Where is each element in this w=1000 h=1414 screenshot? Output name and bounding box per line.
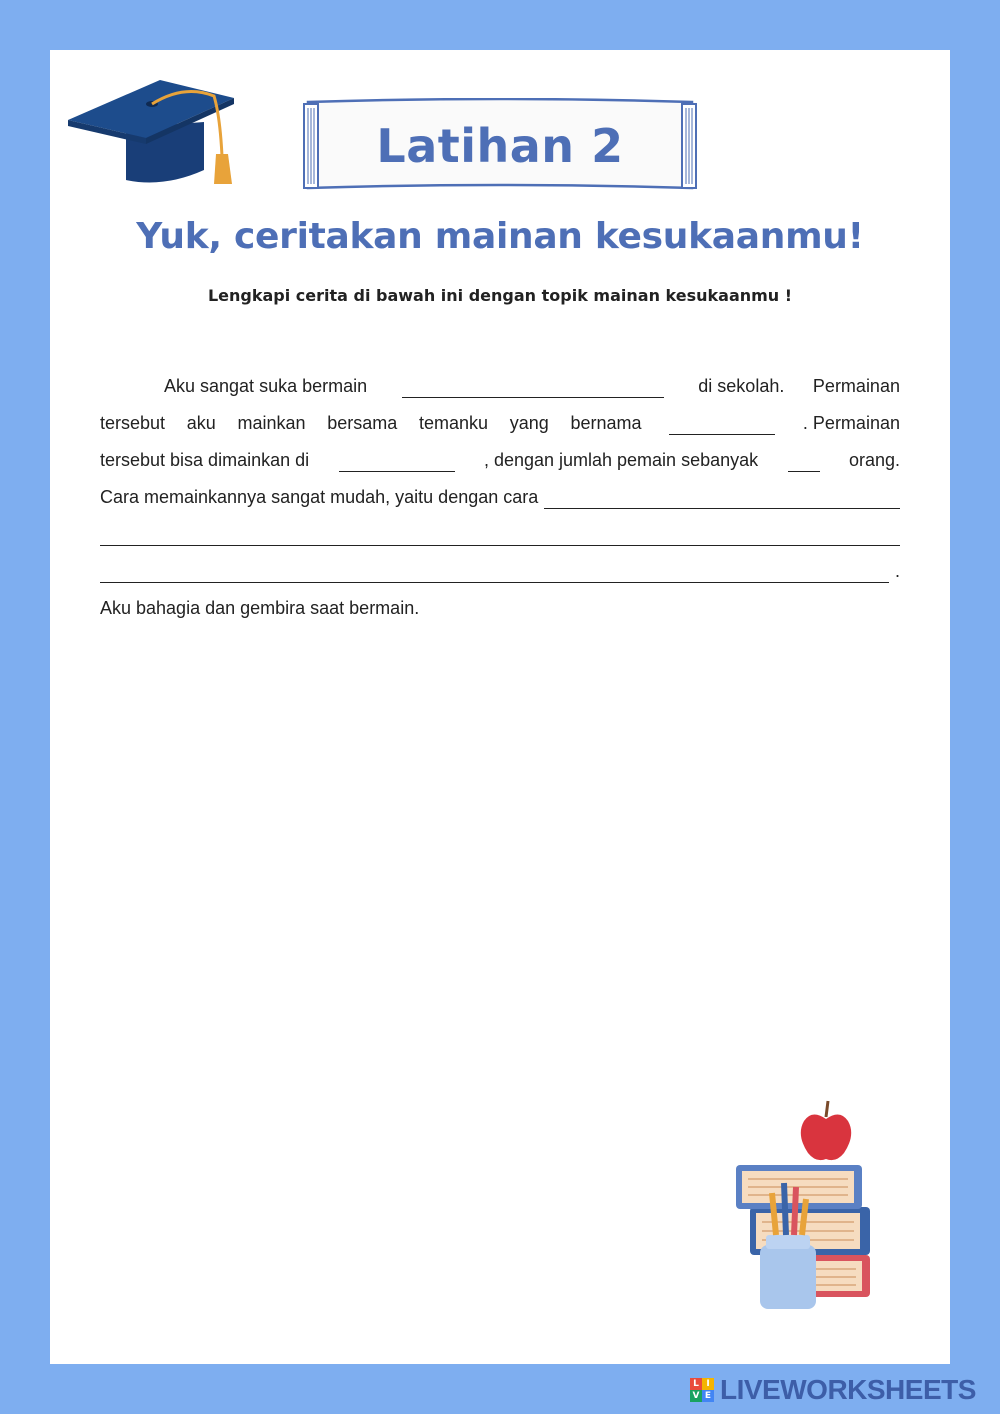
blank-player-count[interactable]: [788, 449, 820, 472]
story-word: tersebut: [100, 413, 166, 433]
story-word: aku: [186, 413, 216, 433]
story-word: mainkan: [237, 413, 306, 433]
liveworksheets-logo-icon: L I V E: [690, 1378, 714, 1402]
title-banner: [300, 98, 700, 194]
story-line-5: [100, 516, 900, 553]
liveworksheets-watermark: [690, 1372, 976, 1408]
story-text: tersebut bisa dimainkan di: [100, 450, 310, 470]
story-line-3: [100, 442, 900, 479]
instruction-text: Lengkapi cerita di bawah ini dengan topik mainan kesukaanmu !: [207, 286, 793, 305]
graduation-cap-icon: [64, 76, 236, 188]
story-paragraph: [100, 368, 900, 627]
story-text: , dengan jumlah pemain sebanyak: [483, 450, 759, 470]
story-word: temanku: [418, 413, 489, 433]
blank-how-to-play-2[interactable]: [100, 523, 900, 546]
story-text: Cara memainkannya sangat mudah, yaitu dengan cara: [100, 487, 539, 507]
watermark-text: LIVEWORKSHEETS: [720, 1374, 976, 1405]
blank-how-to-play-1[interactable]: [544, 486, 900, 509]
story-line-1: [100, 368, 900, 405]
story-line-7: Aku bahagia dan gembira saat bermain.: [100, 598, 420, 618]
story-text: .: [894, 561, 900, 581]
worksheet-page: [50, 50, 950, 1364]
blank-friend-name[interactable]: [669, 412, 775, 435]
blank-place[interactable]: [339, 449, 455, 472]
story-word: bersama: [327, 413, 398, 433]
story-line-4: [100, 479, 900, 516]
books-apple-pencils-icon: [710, 1095, 880, 1315]
blank-toy-name[interactable]: [402, 375, 664, 398]
story-line-2: [100, 405, 900, 442]
story-word: bernama: [570, 413, 642, 433]
blank-how-to-play-3[interactable]: [100, 560, 889, 583]
story-text: orang.: [848, 450, 900, 470]
page-subtitle: Yuk, ceritakan mainan kesukaanmu!: [136, 216, 864, 257]
story-text: . Permainan: [802, 413, 900, 433]
story-text: Aku sangat suka bermain: [164, 376, 368, 396]
story-text: di sekolah.: [698, 376, 785, 396]
story-word: yang: [509, 413, 549, 433]
page-title: Latihan 2: [376, 119, 624, 173]
story-text: Permainan: [812, 376, 900, 396]
story-line-6: [100, 553, 900, 590]
